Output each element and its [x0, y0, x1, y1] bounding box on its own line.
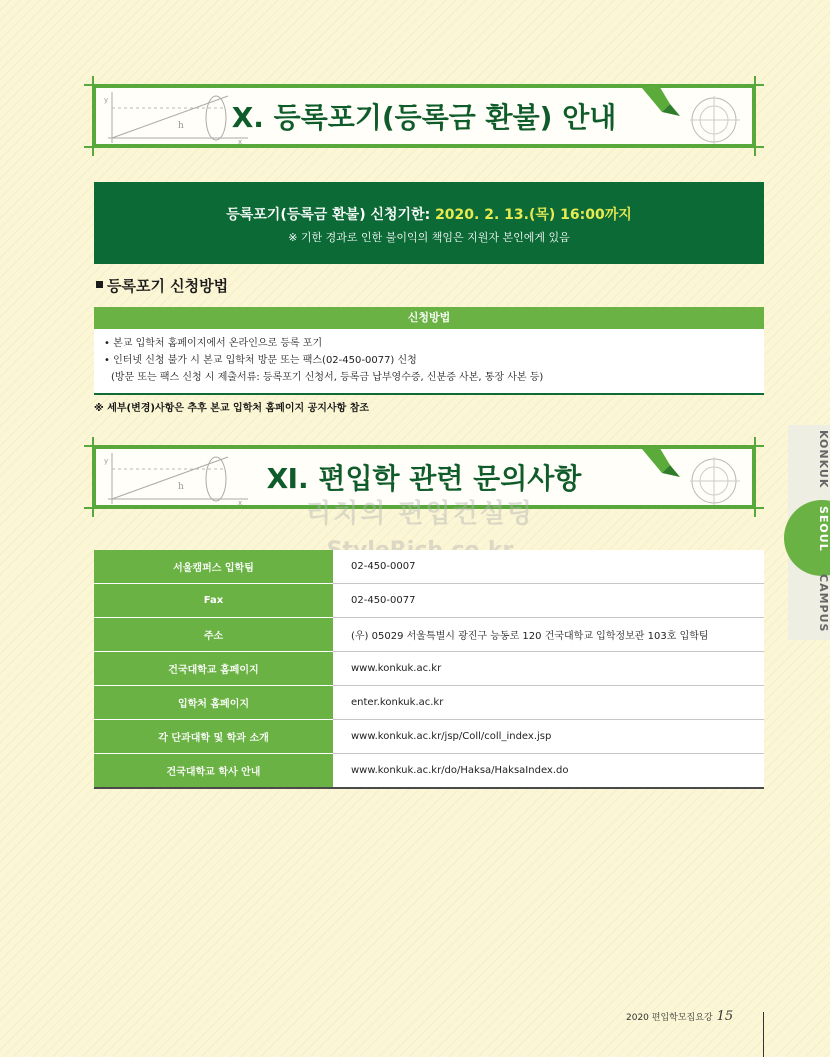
method-line-offline: • 인터넷 신청 불가 시 본교 입학처 방문 또는 팩스(02-450-0077) 신청 [104, 355, 417, 366]
row-label: 서울캠퍼스 입학팀 [94, 550, 333, 584]
svg-text:x: x [238, 499, 243, 507]
row-label: 건국대학교 홈페이지 [94, 652, 333, 686]
svg-text:y: y [104, 96, 109, 104]
row-value: 02-450-0007 [333, 550, 764, 584]
method-line-documents: (방문 또는 팩스 신청 시 제출서류: 등록포기 신청서, 등록금 납부영수증, 신분증 사본, 통장 사본 등) [111, 372, 544, 383]
square-bullet-icon [96, 281, 103, 288]
svg-text:x: x [238, 138, 243, 146]
table-row [94, 652, 764, 686]
table-row [94, 754, 764, 789]
section-x-banner [84, 76, 764, 156]
method-line-online: • 본교 입학처 홈페이지에서 온라인으로 등록 포기 [104, 338, 323, 349]
method-heading-text: 등록포기 신청방법 [107, 277, 229, 295]
watermark-korean: 리치의 편입컨설팅 [306, 499, 534, 529]
row-value: www.konkuk.ac.kr/do/Haksa/HaksaIndex.do [333, 754, 764, 789]
row-value: (우) 05029 서울특별시 광진구 능동로 120 건국대학교 입학정보관 103호 입학팀 [333, 618, 764, 652]
deadline-label: 등록포기(등록금 환불) 신청기한: [226, 207, 436, 223]
section-x-title: Ⅹ. 등록포기(등록금 환불) 안내 [231, 101, 617, 134]
row-value: www.konkuk.ac.kr [333, 652, 764, 686]
row-label: 건국대학교 학사 안내 [94, 754, 333, 789]
side-tab-konkuk: KONKUK [817, 430, 830, 489]
footer-divider [763, 1012, 764, 1057]
svg-text:y: y [104, 457, 109, 465]
page-number: 15 [716, 1009, 734, 1024]
row-label: 주소 [94, 618, 333, 652]
method-table-header: 신청방법 [94, 307, 764, 329]
refund-deadline-box [94, 182, 764, 264]
table-row [94, 550, 764, 584]
page-footer [626, 1009, 733, 1024]
row-label: Fax [94, 584, 333, 618]
section-xi-title: Ⅺ. 편입학 관련 문의사항 [266, 462, 582, 495]
contact-info-table [94, 550, 764, 789]
table-row [94, 686, 764, 720]
row-value: www.konkuk.ac.kr/jsp/Coll/coll_index.jsp [333, 720, 764, 754]
method-heading [96, 275, 228, 296]
remark-note: ※ 세부(변경)사항은 추후 본교 입학처 홈페이지 공지사항 참조 [94, 403, 370, 414]
method-table [94, 307, 764, 395]
table-row [94, 584, 764, 618]
deadline-note: ※ 기한 경과로 인한 불이익의 책임은 지원자 본인에게 있음 [288, 231, 570, 244]
table-row [94, 720, 764, 754]
deadline-date: 2020. 2. 13.(목) 16:00까지 [435, 207, 632, 223]
row-label: 입학처 홈페이지 [94, 686, 333, 720]
row-label: 각 단과대학 및 학과 소개 [94, 720, 333, 754]
section-xi-banner [84, 437, 764, 517]
row-value: enter.konkuk.ac.kr [333, 686, 764, 720]
table-row [94, 618, 764, 652]
pen-nib-icon [640, 443, 750, 507]
svg-text:h: h [178, 121, 184, 131]
footer-book-title: 2020 편입학모집요강 [626, 1013, 713, 1023]
svg-text:h: h [178, 482, 184, 492]
side-tab-seoul: SEOUL [817, 506, 830, 552]
pen-nib-icon [640, 82, 750, 146]
row-value: 02-450-0077 [333, 584, 764, 618]
method-table-body [94, 329, 764, 393]
side-tab-campus: CAMPUS [817, 574, 830, 633]
